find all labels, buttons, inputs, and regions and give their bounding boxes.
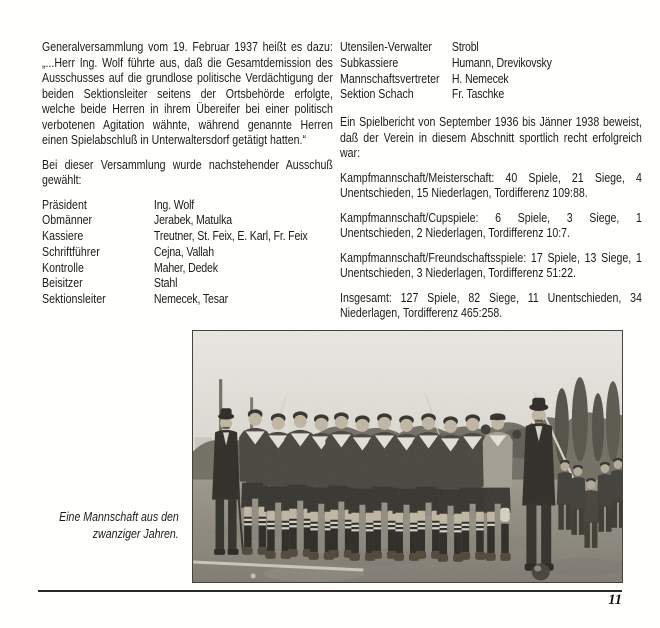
official-names: Strobl xyxy=(451,40,479,54)
committee-row xyxy=(42,276,333,292)
official-names: Humann, Drevikovsky xyxy=(451,55,552,70)
committee-role: Beisitzer xyxy=(42,276,83,291)
footer-rule xyxy=(38,590,622,592)
committee-role: Kassiere xyxy=(42,229,84,244)
official-row xyxy=(340,87,642,103)
official-role: Subkassiere xyxy=(340,55,399,70)
paragraph-assembly: Generalversammlung vom 19. Februar 1937 heißt es dazu: „...Herr Ing. Wolf führte aus, daß die Gesamtdemission des Ausschusses auf die grundlose politische Verdächtigung der beiden Sektionsleiter seitens der Ortsbehörde erfolgte, welche beide Herren in ihrem Übereifer bei einer politisch verbotenen Agitation wähnte, während genannte Herren einen Spielabschluß in Unterwaltersdorf getätigt hatten.“ xyxy=(42,40,333,147)
committee-names: Treutner, St. Feix, E. Karl, Fr. Feix xyxy=(153,229,308,244)
committee-row xyxy=(42,229,333,245)
committee-row xyxy=(42,261,333,277)
report-cupspiele: Kampfmannschaft/Cupspiele: 6 Spiele, 3 Siege, 1 Unentschieden, 2 Niederlagen, Tordifferenz 10:7. xyxy=(340,210,642,241)
committee-row xyxy=(42,292,333,308)
report-freundschaftsspiele: Kampfmannschaft/Freundschaftsspiele: 17 Spiele, 13 Siege, 1 Unentschieden, 3 Niederlagen, Tordifferenz 51:22. xyxy=(340,250,642,281)
official-row xyxy=(340,56,642,72)
committee-names: Nemecek, Tesar xyxy=(153,292,228,307)
committee-role: Obmänner xyxy=(42,213,93,228)
committee-names: Ing. Wolf xyxy=(153,197,195,212)
official-role: Sektion Schach xyxy=(340,87,414,102)
photo-tint xyxy=(193,331,622,582)
committee-row xyxy=(42,198,333,214)
right-column xyxy=(340,40,642,331)
team-photo xyxy=(192,330,623,583)
paragraph-election: Bei dieser Versammlung wurde nachstehender Ausschuß gewählt: xyxy=(42,157,333,187)
committee-names: Cejna, Vallah xyxy=(153,244,214,259)
photo-caption: Eine Mannschaft aus den zwanziger Jahren. xyxy=(59,510,179,541)
official-names: Fr. Taschke xyxy=(451,87,505,102)
page-number: 11 xyxy=(608,592,622,608)
committee-names: Jerabek, Matulka xyxy=(153,213,232,228)
official-row xyxy=(340,40,642,56)
paragraph-report-intro: Ein Spielbericht von September 1936 bis Jänner 1938 beweist, daß der Verein in diesem Abschnitt sportlich recht erfolgreich war: xyxy=(340,115,642,161)
committee-row xyxy=(42,245,333,261)
committee-list xyxy=(42,198,333,309)
committee-row xyxy=(42,213,333,229)
committee-role: Schriftführer xyxy=(42,244,100,259)
committee-role: Sektionsleiter xyxy=(42,292,106,307)
report-insgesamt: Insgesamt: 127 Spiele, 82 Siege, 11 Unentschieden, 34 Niederlagen, Tordifferenz 465:258. xyxy=(340,290,642,321)
officials-list xyxy=(340,40,642,103)
committee-names: Maher, Dedek xyxy=(153,260,218,275)
committee-role: Kontrolle xyxy=(42,260,84,275)
official-role: Mannschaftsvertreter xyxy=(340,71,440,86)
official-names: H. Nemecek xyxy=(451,71,509,86)
report-meisterschaft: Kampfmannschaft/Meisterschaft: 40 Spiele, 21 Siege, 4 Unentschieden, 15 Niederlagen, Tordifferenz 109:88. xyxy=(340,170,642,201)
official-row xyxy=(340,72,642,88)
team-photo-scene xyxy=(193,331,622,582)
committee-role: Präsident xyxy=(42,197,87,212)
committee-names: Stahl xyxy=(153,276,178,291)
official-role: Utensilen-Verwalter xyxy=(340,40,432,54)
left-column xyxy=(42,40,333,320)
